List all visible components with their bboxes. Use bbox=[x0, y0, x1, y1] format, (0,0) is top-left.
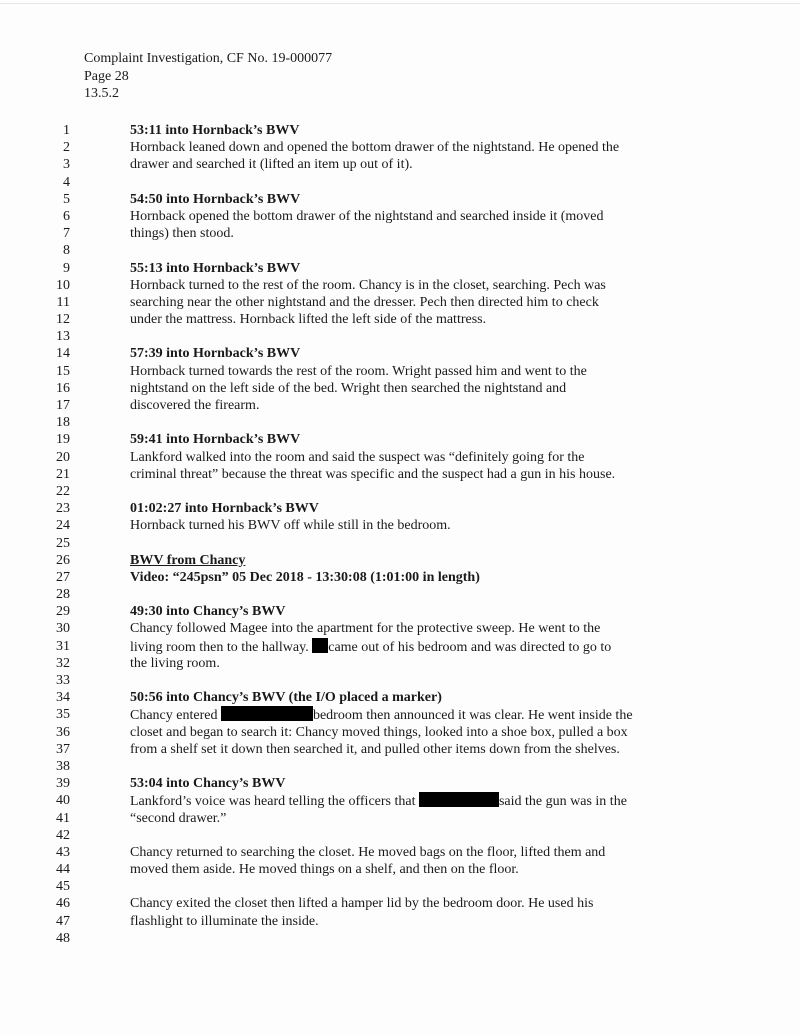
body-line: Hornback turned his BWV off while still in the bedroom. bbox=[130, 518, 451, 534]
body-line: Hornback opened the bottom drawer of the nightstand and searched inside it (moved bbox=[130, 208, 604, 224]
body-line: Chancy exited the closet then lifted a hamper lid by the bedroom door. He used his bbox=[130, 896, 594, 912]
timestamp-heading: 57:39 into Hornback’s BWV bbox=[130, 346, 301, 362]
line-number: 36 bbox=[56, 724, 70, 740]
blank-line bbox=[130, 930, 695, 947]
line-number: 7 bbox=[63, 226, 70, 242]
body-line: closet and began to search it: Chancy moved things, looked into a shoe box, pulled a box bbox=[130, 724, 628, 740]
blank-line bbox=[130, 535, 695, 552]
body-line bbox=[130, 792, 695, 809]
line-number: 13 bbox=[56, 329, 70, 345]
line-number: 22 bbox=[56, 483, 70, 499]
redaction-block bbox=[419, 792, 499, 807]
line-number: 15 bbox=[56, 363, 70, 379]
line-number: 5 bbox=[63, 191, 70, 207]
line-number: 28 bbox=[56, 587, 70, 603]
blank-line bbox=[130, 483, 695, 500]
line-number: 30 bbox=[56, 621, 70, 637]
line-number: 41 bbox=[56, 810, 70, 826]
line-number: 27 bbox=[56, 569, 70, 585]
blank-line bbox=[130, 586, 695, 603]
body-line: from a shelf set it down then searched it, and pulled other items down from the shelves. bbox=[130, 741, 620, 757]
timestamp-heading: 53:04 into Chancy’s BWV bbox=[130, 776, 286, 792]
blank-line bbox=[130, 174, 695, 191]
blank-line bbox=[130, 672, 695, 689]
header-section-number: 13.5.2 bbox=[84, 86, 119, 101]
timestamp-heading: 49:30 into Chancy’s BWV bbox=[130, 604, 286, 620]
header-page-number: Page 28 bbox=[84, 68, 129, 84]
line-number: 45 bbox=[56, 879, 70, 895]
line-number: 11 bbox=[56, 294, 70, 310]
line-number: 10 bbox=[56, 277, 70, 293]
body-line bbox=[130, 706, 695, 723]
line-number: 38 bbox=[56, 758, 70, 774]
redaction-block bbox=[221, 706, 313, 721]
line-number: 44 bbox=[56, 862, 70, 878]
line-number: 21 bbox=[56, 466, 70, 482]
blank-line bbox=[130, 758, 695, 775]
body-text-segment: came out of his bedroom and was directed to go to bbox=[328, 639, 612, 655]
page-header bbox=[84, 50, 332, 103]
line-number: 33 bbox=[56, 673, 70, 688]
body-text-segment: Chancy entered bbox=[130, 708, 221, 724]
header-case-title: Complaint Investigation, CF No. 19-000077 bbox=[84, 51, 333, 66]
timestamp-heading: 59:41 into Hornback’s BWV bbox=[130, 432, 301, 448]
body-line: discovered the firearm. bbox=[130, 398, 260, 413]
body-line: moved them aside. He moved things on a shelf, and then on the floor. bbox=[130, 862, 519, 878]
blank-line bbox=[130, 328, 695, 345]
body-line: the living room. bbox=[130, 655, 220, 671]
line-number: 34 bbox=[56, 690, 70, 706]
body-line: drawer and searched it (lifted an item up out of it). bbox=[130, 157, 413, 173]
body-line: Hornback leaned down and opened the bottom drawer of the nightstand. He opened the bbox=[130, 140, 620, 156]
line-number: 35 bbox=[56, 707, 70, 723]
body-line: things) then stood. bbox=[130, 226, 234, 242]
line-number: 3 bbox=[63, 157, 70, 173]
body-line bbox=[130, 638, 695, 655]
body-text-segment: bedroom then announced it was clear. He went inside the bbox=[312, 708, 633, 724]
line-number: 31 bbox=[56, 638, 70, 654]
video-info-heading: Video: “245psn” 05 Dec 2018 - 13:30:08 (1:01:00 in length) bbox=[130, 569, 480, 585]
body-line: criminal threat” because the threat was specific and the suspect had a gun in his house. bbox=[130, 466, 616, 482]
body-line: under the mattress. Hornback lifted the left side of the mattress. bbox=[130, 312, 487, 328]
body-text-segment: living room then to the hallway. bbox=[130, 639, 313, 655]
body-line: Lankford walked into the room and said the suspect was “definitely going for the bbox=[130, 449, 585, 465]
line-number: 16 bbox=[56, 380, 70, 396]
line-number: 17 bbox=[56, 398, 70, 413]
blank-line bbox=[130, 878, 695, 895]
page-top-edge bbox=[0, 3, 800, 4]
timestamp-heading: 01:02:27 into Hornback’s BWV bbox=[130, 501, 319, 517]
blank-line bbox=[130, 414, 695, 431]
line-number: 32 bbox=[56, 655, 70, 671]
line-number: 29 bbox=[56, 604, 70, 620]
line-number: 24 bbox=[56, 518, 70, 534]
body-line: flashlight to illuminate the inside. bbox=[130, 913, 319, 929]
line-number: 37 bbox=[56, 741, 70, 757]
body-line: nightstand on the left side of the bed. Wright then searched the nightstand and bbox=[130, 380, 567, 396]
blank-line bbox=[130, 242, 695, 259]
line-number: 25 bbox=[56, 535, 70, 551]
line-number: 46 bbox=[56, 896, 70, 912]
body-line: Chancy returned to searching the closet. He moved bags on the floor, lifted them and bbox=[130, 844, 606, 860]
body-line: Hornback turned towards the rest of the room. Wright passed him and went to the bbox=[130, 363, 587, 379]
line-number: 43 bbox=[56, 844, 70, 860]
line-number: 39 bbox=[56, 776, 70, 792]
line-number: 1 bbox=[63, 123, 70, 138]
line-number: 8 bbox=[63, 243, 70, 259]
body-line: searching near the other nightstand and the dresser. Pech then directed him to check bbox=[130, 294, 599, 310]
timestamp-heading: 50:56 into Chancy’s BWV (the I/O placed a marker) bbox=[130, 690, 442, 706]
line-number-column bbox=[30, 122, 70, 947]
redaction-block bbox=[312, 638, 328, 653]
body-line: “second drawer.” bbox=[130, 810, 227, 826]
line-number: 23 bbox=[56, 501, 70, 517]
line-number: 42 bbox=[56, 827, 70, 843]
section-heading: BWV from Chancy bbox=[130, 552, 246, 568]
line-number: 18 bbox=[56, 415, 70, 431]
timestamp-heading: 55:13 into Hornback’s BWV bbox=[130, 260, 301, 276]
line-number: 12 bbox=[56, 312, 70, 328]
body-line: Hornback turned to the rest of the room. Chancy is in the closet, searching. Pech was bbox=[130, 277, 606, 293]
timestamp-heading: 54:50 into Hornback’s BWV bbox=[130, 191, 301, 207]
line-number: 9 bbox=[63, 260, 70, 276]
body-text-segment: said the gun was in the bbox=[498, 794, 627, 810]
line-number: 19 bbox=[56, 432, 70, 448]
line-number: 40 bbox=[56, 793, 70, 809]
line-number: 2 bbox=[63, 140, 70, 156]
line-number: 14 bbox=[56, 346, 70, 362]
timestamp-heading: 53:11 into Hornback’s BWV bbox=[130, 123, 300, 138]
blank-line bbox=[130, 827, 695, 844]
body-line: Chancy followed Magee into the apartment for the protective sweep. He went to the bbox=[130, 621, 601, 637]
line-number: 47 bbox=[56, 913, 70, 929]
line-number: 26 bbox=[56, 552, 70, 568]
body-text-segment: Lankford’s voice was heard telling the officers that bbox=[130, 794, 419, 810]
line-number: 48 bbox=[56, 930, 70, 946]
line-number: 20 bbox=[56, 449, 70, 465]
document-body bbox=[130, 122, 695, 947]
line-number: 6 bbox=[63, 208, 70, 224]
line-number: 4 bbox=[63, 174, 70, 190]
